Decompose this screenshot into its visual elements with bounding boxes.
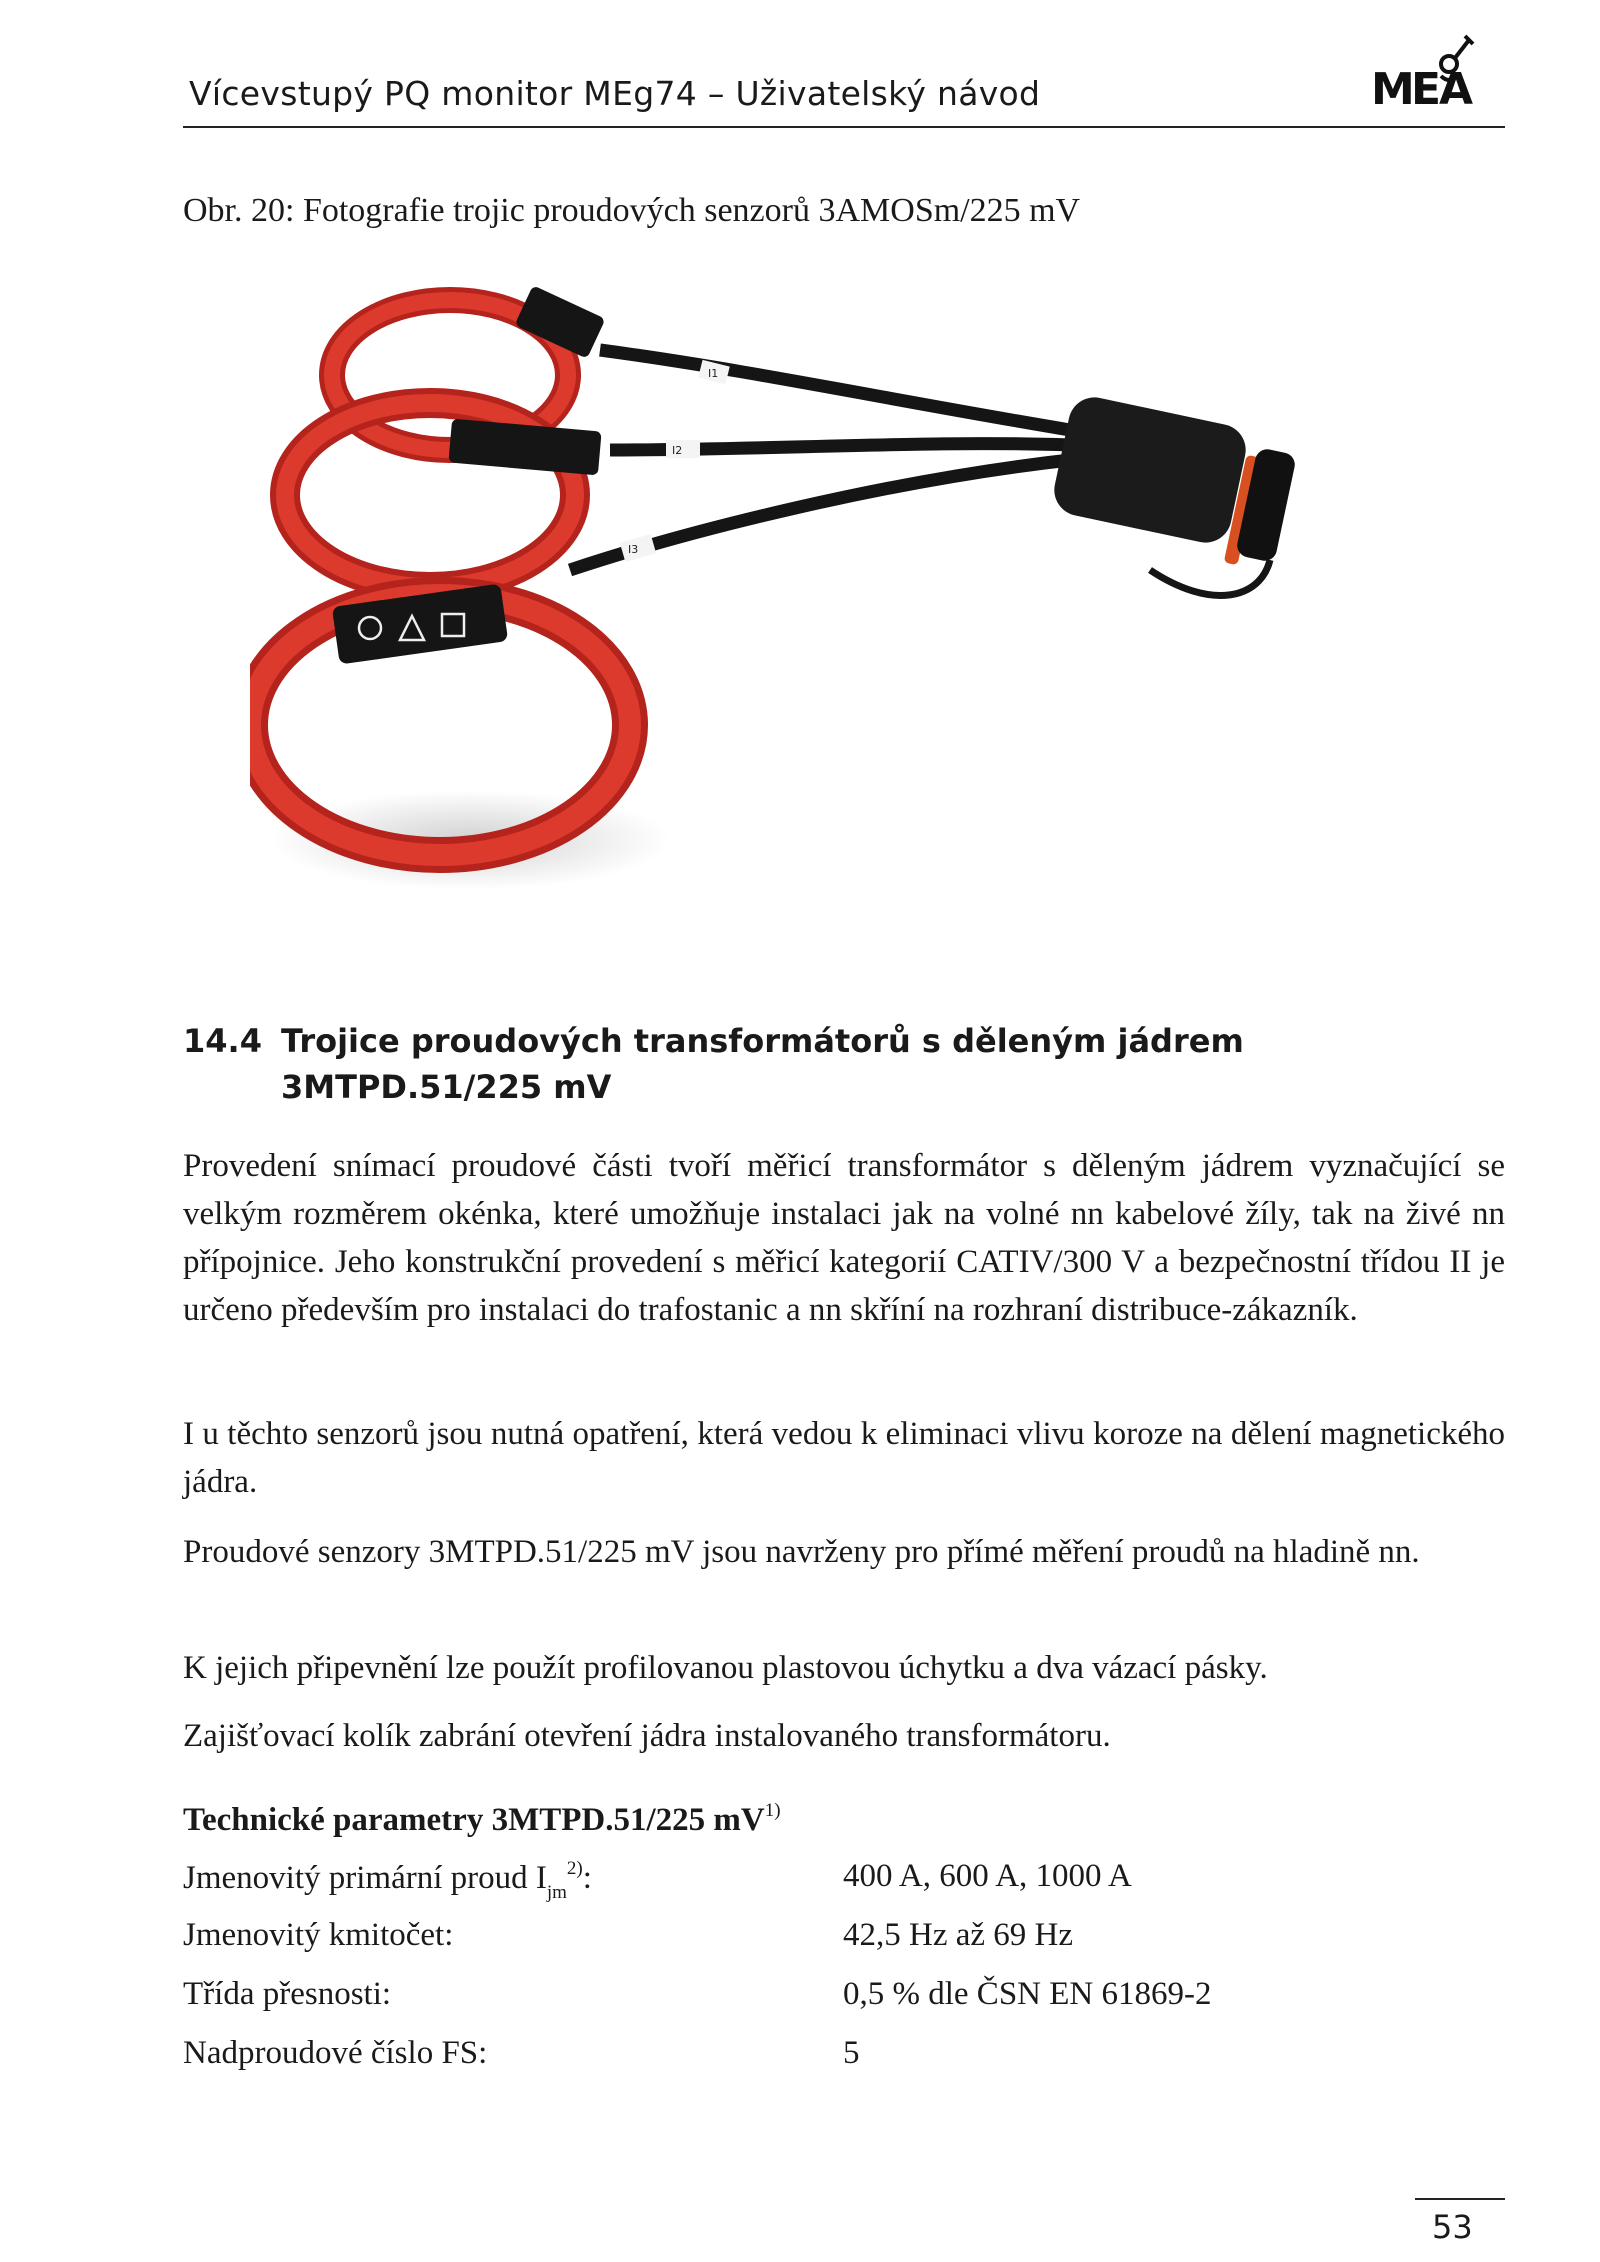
section-title-line2: 3MTPD.51/225 mV bbox=[281, 1068, 612, 1106]
svg-text:I1: I1 bbox=[708, 367, 719, 380]
cable-label-i2 bbox=[666, 440, 700, 458]
param-value: 42,5 Hz až 69 Hz bbox=[843, 1917, 1074, 1953]
params-heading: Technické parametry 3MTPD.51/225 $mV^{1)}$ bbox=[183, 1800, 781, 1838]
section-number: 14.4 bbox=[183, 1022, 262, 1060]
paragraph-5: Zajišťovací kolík zabrání otevření jádra instalovaného transformátoru. bbox=[183, 1718, 1111, 1754]
paragraph-1: Provedení snímací proudové části tvoří měřicí transformátor s děleným jádrem vyznačující se velkým rozměrem okénka, které umožňuje instalaci jak na volné nn kabelové žíly, tak na živé nn přípojnice. Jeho konstrukční provedení s měřicí kategorií CATIV/300 V a bezpečnostní třídou II je určeno především pro instalaci do trafostanic a nn skříní na rozhraní distribuce-zákazník. bbox=[183, 1148, 1505, 1328]
figure-caption: Obr. 20: Fotografie trojic proudových senzorů 3AMOSm/225 mV bbox=[183, 192, 1081, 229]
page-number: 53 bbox=[1432, 2208, 1473, 2246]
param-label: Nadproudové číslo FS: bbox=[183, 2035, 488, 2071]
param-label: Jmenovitý kmitočet: bbox=[183, 1917, 454, 1953]
section-title-line1: Trojice proudových transformátorů s děleným jádrem bbox=[281, 1022, 1244, 1060]
param-value: 400 A, 600 A, 1000 A bbox=[843, 1858, 1132, 1894]
footer-rule bbox=[1415, 2198, 1505, 2200]
param-value: 5 bbox=[843, 2035, 860, 2071]
paragraph-3: Proudové senzory 3MTPD.51/225 mV jsou navrženy pro přímé měření proudů na hladině nn. bbox=[183, 1534, 1420, 1570]
svg-text:M: M bbox=[1371, 64, 1415, 115]
param-row-frequency bbox=[183, 1917, 1283, 1975]
param-row-accuracy bbox=[183, 1976, 1283, 2034]
svg-text:I2: I2 bbox=[672, 444, 683, 457]
paragraph-4: K jejich připevnění lze použít profilovanou plastovou úchytku a dva vázací pásky. bbox=[183, 1650, 1268, 1686]
param-row-fs bbox=[183, 2035, 1283, 2093]
param-label: Třída přesnosti: bbox=[183, 1976, 392, 2012]
page-header bbox=[183, 64, 1505, 128]
document-title: Vícevstupý PQ monitor MEg74 – Uživatelský návod bbox=[189, 74, 1041, 113]
cable-connector bbox=[1049, 393, 1297, 566]
param-value: 0,5 % dle ČSN EN 61869-2 bbox=[843, 1976, 1212, 2012]
mega-logo bbox=[1365, 26, 1505, 116]
sensor-photo bbox=[250, 280, 1410, 920]
param-row-primary-current bbox=[183, 1858, 1283, 1916]
section-heading bbox=[183, 1018, 1244, 1110]
params-footnote-ref: 1) bbox=[764, 1800, 781, 1821]
sensor-ring-medium bbox=[285, 403, 602, 587]
svg-text:A: A bbox=[1439, 64, 1474, 115]
svg-text:I3: I3 bbox=[628, 543, 639, 556]
svg-text:E: E bbox=[1411, 64, 1442, 115]
cable-label-i3 bbox=[620, 534, 656, 562]
paragraph-2: I u těchto senzorů jsou nutná opatření, která vedou k eliminaci vlivu koroze na dělení magnetického jádra. bbox=[183, 1416, 1505, 1500]
param-label: Jmenovitý primární proud $I_{jm}^{2)}$: bbox=[183, 1858, 592, 1903]
